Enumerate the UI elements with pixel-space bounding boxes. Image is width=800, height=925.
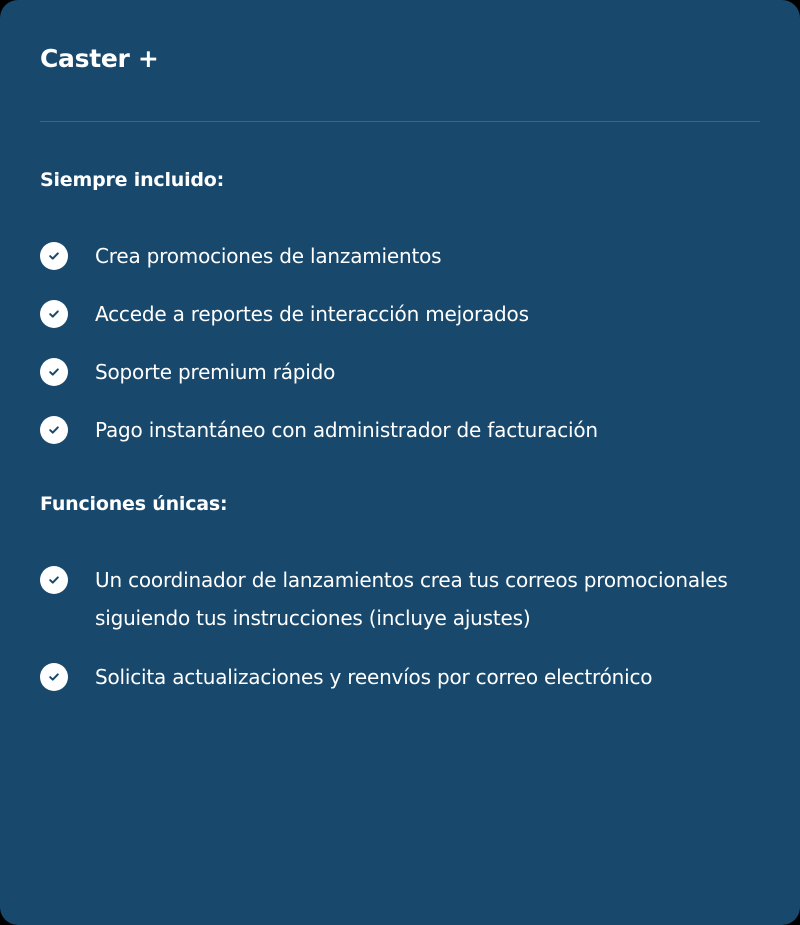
feature-item xyxy=(40,242,770,275)
feature-item xyxy=(40,566,770,637)
feature-item xyxy=(40,300,770,333)
check-circle-icon xyxy=(40,416,68,444)
feature-text: Un coordinador de lanzamientos crea tus correos promocionales siguiendo tus instrucciones (incluye ajustes) xyxy=(95,568,728,630)
check-circle-icon xyxy=(40,566,68,594)
section-heading-unique-features: Funciones únicas: xyxy=(40,493,228,515)
check-circle-icon xyxy=(40,663,68,691)
feature-text: Solicita actualizaciones y reenvíos por correo electrónico xyxy=(95,665,653,689)
check-circle-icon xyxy=(40,300,68,328)
feature-item xyxy=(40,663,770,696)
feature-text: Accede a reportes de interacción mejorados xyxy=(95,302,529,326)
feature-item xyxy=(40,416,770,449)
feature-text: Pago instantáneo con administrador de facturación xyxy=(95,418,598,442)
check-circle-icon xyxy=(40,242,68,270)
check-circle-icon xyxy=(40,358,68,386)
section-heading-always-included: Siempre incluido: xyxy=(40,169,225,191)
plan-title: Caster + xyxy=(40,44,159,73)
feature-text: Crea promociones de lanzamientos xyxy=(95,244,442,268)
feature-item xyxy=(40,358,770,391)
divider xyxy=(40,121,760,122)
feature-text: Soporte premium rápido xyxy=(95,360,336,384)
